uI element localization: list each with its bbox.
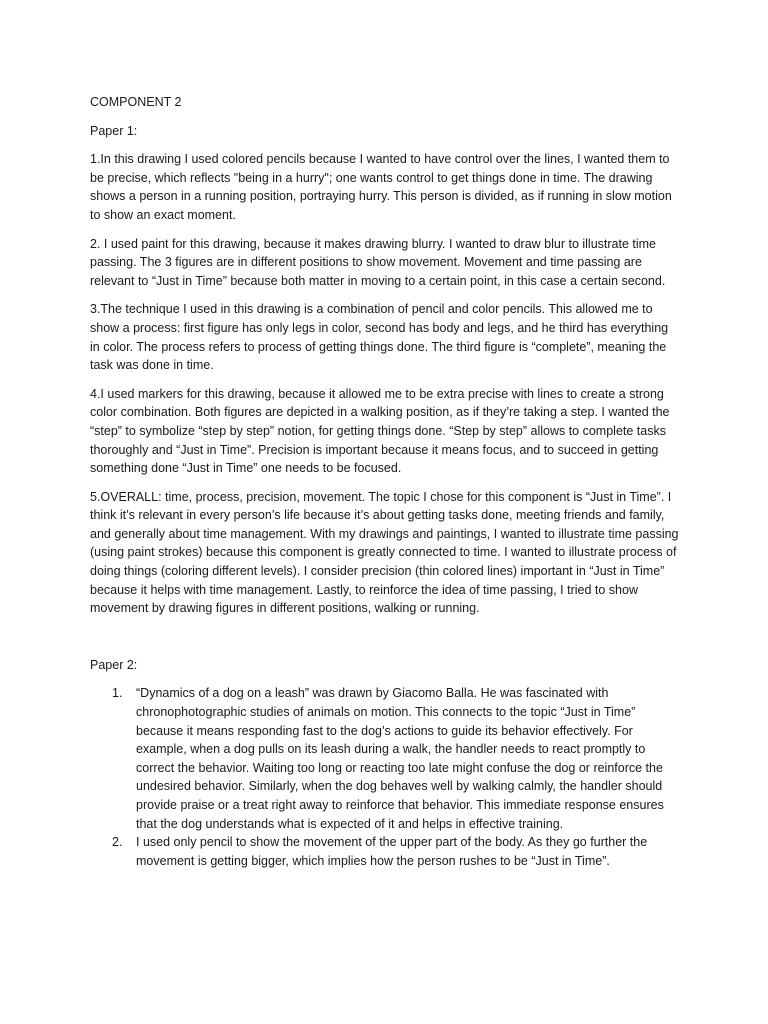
paper1-paragraph-4: 4.I used markers for this drawing, because it allowed me to be extra precise with lines to create a strong color combination. Both figures are depicted in a walking position, as if they’re taking a step. I wanted the “step” to symbolize “step by step” notion, for getting things done. “Step by step” allows to complete tasks thoroughly and “Just in Time”. Precision is important because it means focus, and to succeed in getting something done “Just in Time” one needs to be focused. [90,386,670,476]
paper1-paragraph-5: 5.OVERALL: time, process, precision, movement. The topic I chose for this component is “Just in Time”. I think it’s relevant in every person’s life because it’s about getting tasks done, meeting friends and family, and generally about time management. With my drawings and paintings, I wanted to illustrate time passing (using paint strokes) because this component is greatly connected to time. I wanted to illustrate process of doing things (coloring different levels). I consider precision (thin colored lines) important in “Just in Time” because it helps with time management. Lastly, to reinforce the idea of time passing, I tried to show movement by drawing figures in different positions, walking or running. [90,489,679,616]
list-item-number: 1. [112,686,123,701]
paper1-paragraph-2: 2. I used paint for this drawing, because it makes drawing blurry. I wanted to draw blur to illustrate time passing. The 3 figures are in different positions to show movement. Movement and time passing are relevant to “Just in Time” because both matter in moving to a certain point, in this case a certain second. [90,236,666,288]
list-item [90,833,680,870]
list-item [90,684,680,833]
section-spacer [90,628,680,656]
document-page [90,93,680,870]
list-item-number: 2. [112,835,123,850]
document-title: COMPONENT 2 [90,95,182,109]
paper2-list [90,684,680,870]
paper1-heading: Paper 1: [90,123,138,138]
list-item-text: “Dynamics of a dog on a leash” was drawn by Giacomo Balla. He was fascinated with chronophotographic studies of animals on motion. This connects to the topic “Just in Time” because it means responding fast to the dog’s actions to guide its behavior effectively. For example, when a dog pulls on its leash during a walk, the handler needs to react promptly to correct the behavior. Waiting too long or reacting too late might confuse the dog or reinforce the undesired behavior. Similarly, when the dog behaves well by walking calmly, the handler should provide praise or a treat right away to reinforce that behavior. This immediate response ensures that the dog understands what is expected of it and helps in effective training. [136,686,664,831]
paper2-heading: Paper 2: [90,657,138,672]
paper1-paragraph-1: 1.In this drawing I used colored pencils because I wanted to have control over the lines, I wanted them to be precise, which reflects "being in a hurry"; one wants control to get things done in time. The drawing shows a person in a running position, portraying hurry. This person is divided, as if running in slow motion to show an exact moment. [90,152,672,222]
list-item-text: I used only pencil to show the movement of the upper part of the body. As they go further the movement is getting bigger, which implies how the person rushes to be “Just in Time”. [136,835,648,868]
paper1-paragraph-3: 3.The technique I used in this drawing is a combination of pencil and color pencils. This allowed me to show a process: first figure has only legs in color, second has body and legs, and he third has everything in color. The process refers to process of getting things done. The third figure is “complete”, meaning the task was done in time. [90,302,669,373]
